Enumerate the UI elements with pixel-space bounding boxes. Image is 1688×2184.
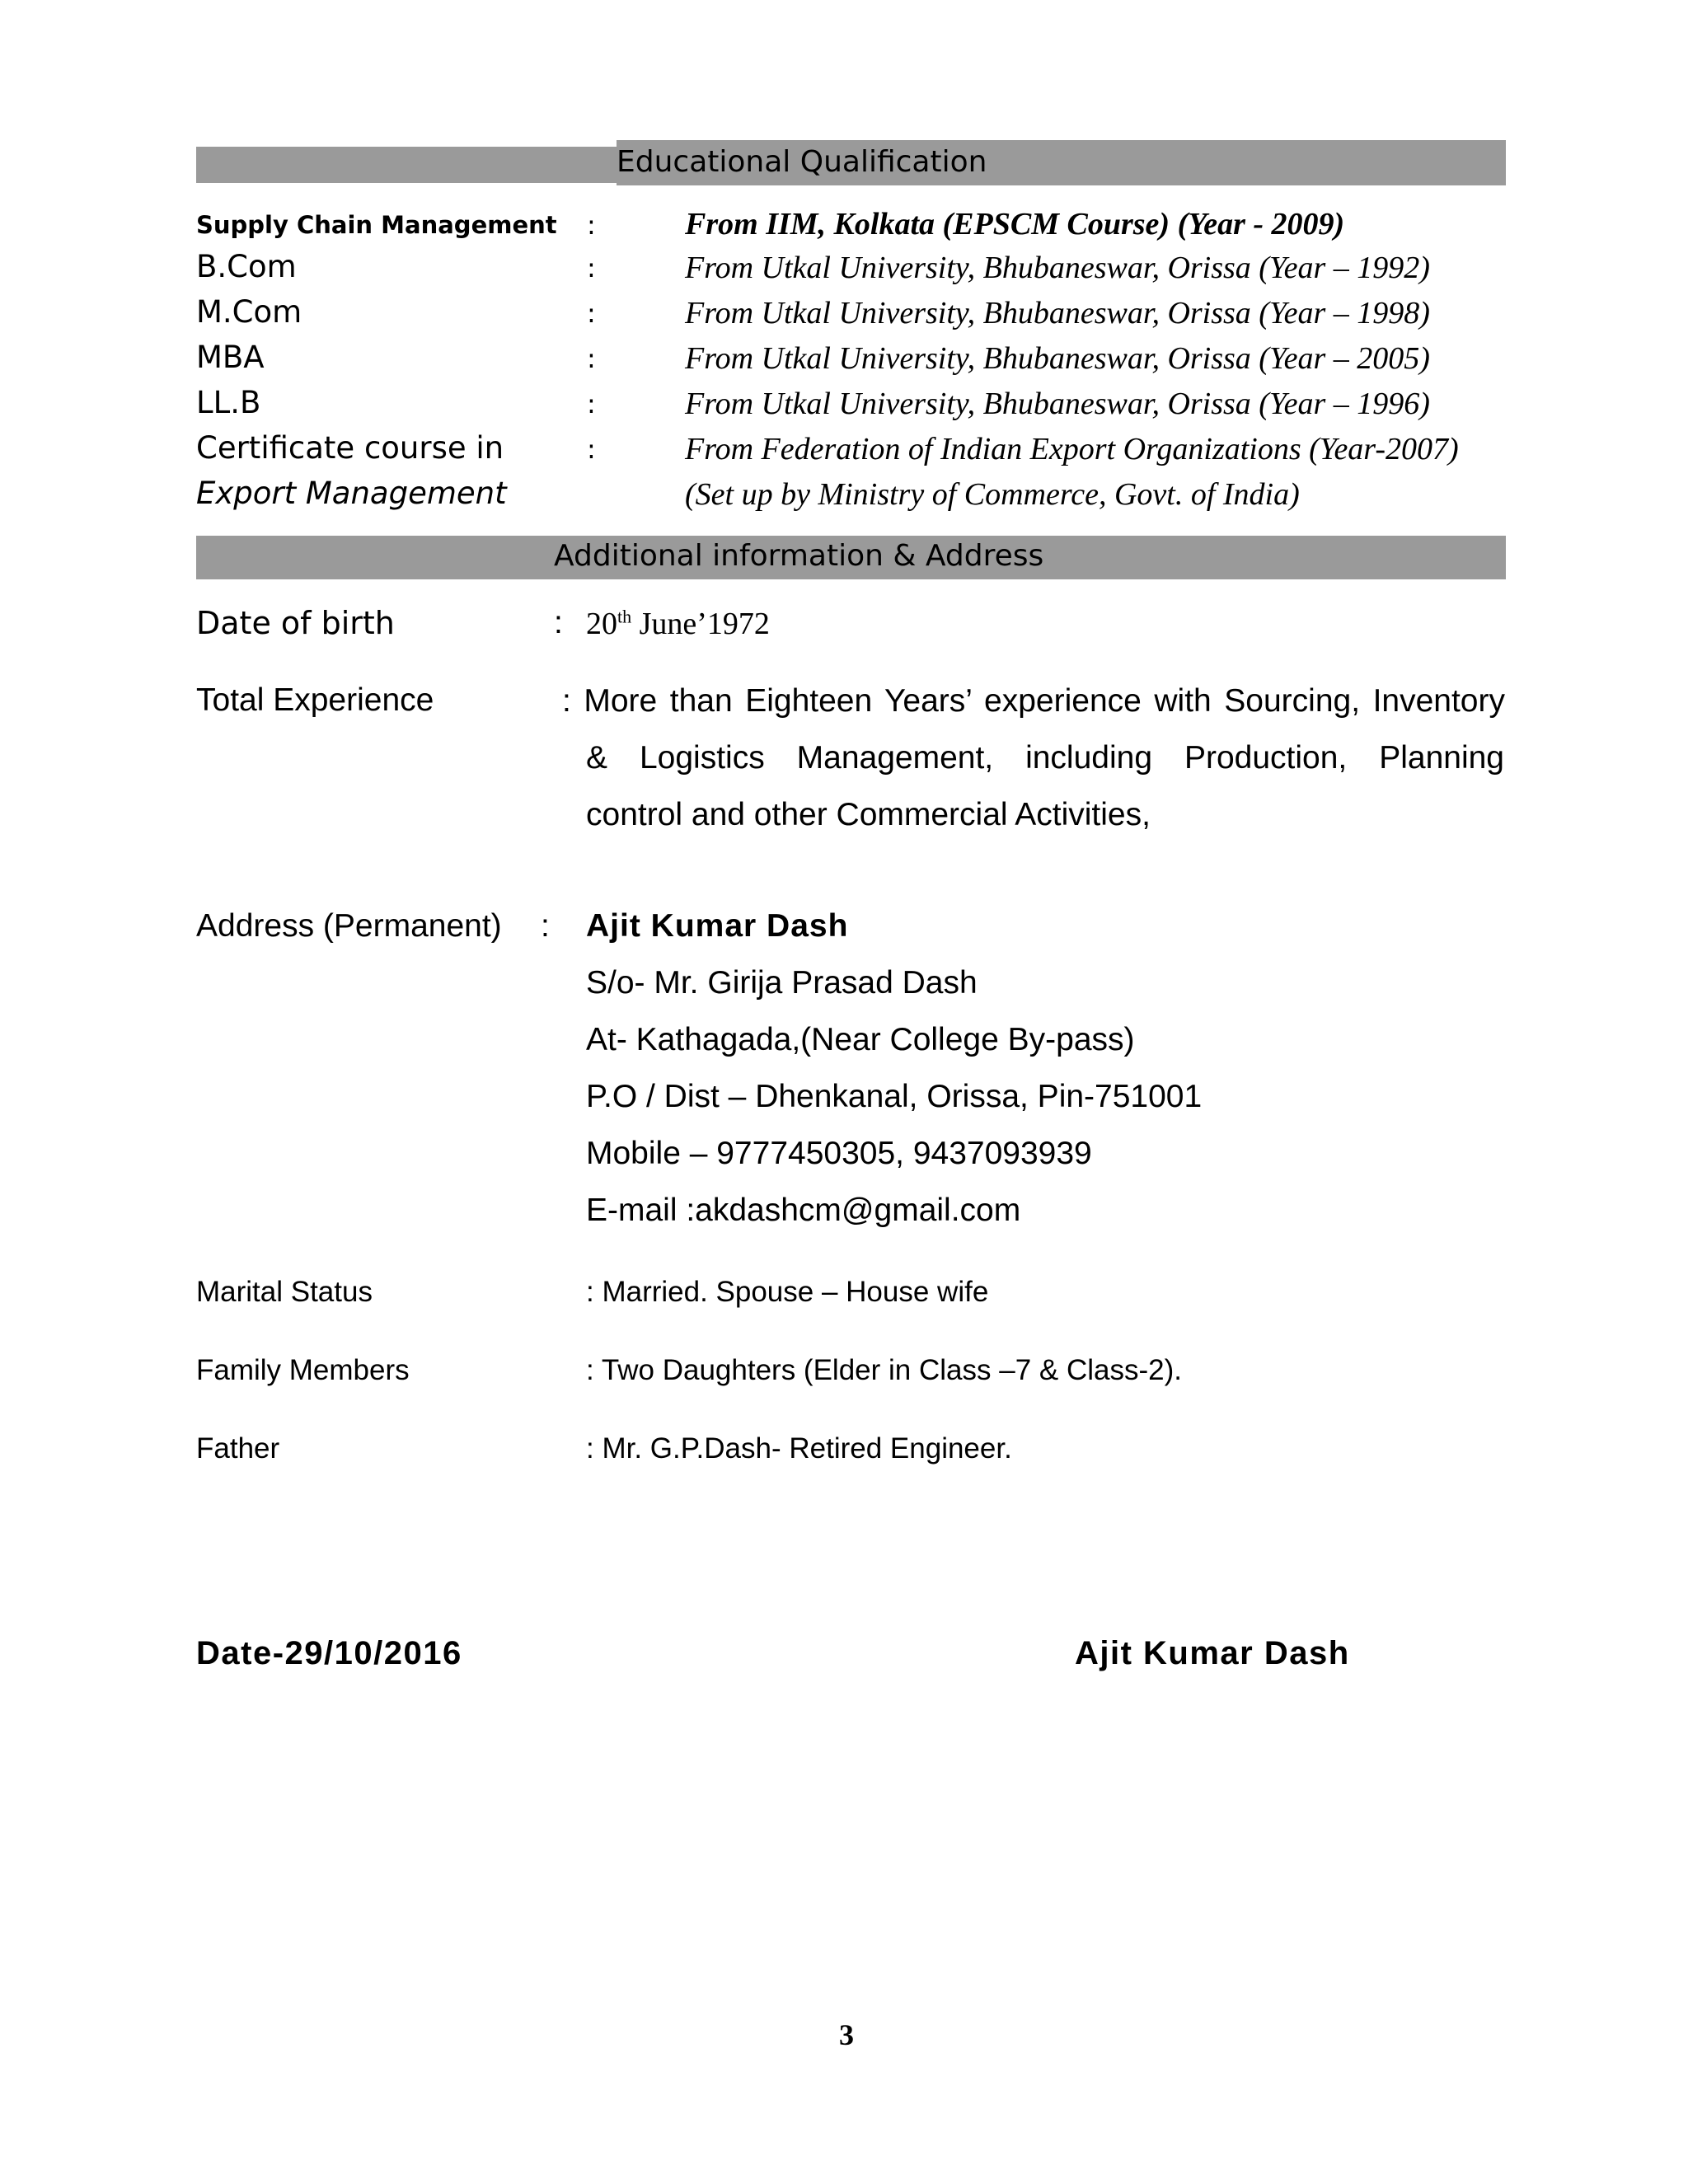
education-label: Supply Chain Management bbox=[196, 211, 557, 239]
page-number: 3 bbox=[839, 2018, 854, 2051]
education-label: Export Management bbox=[196, 476, 507, 511]
education-label: LL.B bbox=[196, 385, 261, 420]
education-colon: : bbox=[587, 209, 596, 241]
address-line: P.O / Dist – Dhenkanal, Orissa, Pin-751001 bbox=[586, 1079, 1203, 1114]
education-label: B.Com bbox=[196, 249, 297, 284]
marital-value: : Married. Spouse – House wife bbox=[586, 1276, 989, 1308]
address-email: E-mail :akdashcm@gmail.com bbox=[586, 1193, 1021, 1228]
experience-label: Total Experience bbox=[196, 682, 434, 718]
dob-suffix: th bbox=[617, 606, 632, 627]
father-label: Father bbox=[196, 1432, 280, 1465]
father-value: : Mr. G.P.Dash- Retired Engineer. bbox=[586, 1432, 1012, 1465]
education-value: From Utkal University, Bhubaneswar, Orissa (Year – 1996) bbox=[685, 387, 1430, 421]
education-colon: : bbox=[587, 252, 596, 284]
footer-signature: Ajit Kumar Dash bbox=[1075, 1635, 1350, 1671]
dob-label: Date of birth bbox=[196, 605, 395, 641]
dob-day: 20 bbox=[586, 607, 617, 641]
experience-line: control and other Commercial Activities, bbox=[586, 797, 1151, 832]
experience-text bbox=[562, 673, 1505, 729]
experience-line: : More than Eighteen Years’ experience with Sourcing, Inventory bbox=[562, 683, 1505, 719]
education-colon: : bbox=[587, 434, 596, 465]
address-colon: : bbox=[541, 908, 550, 944]
education-value: From Federation of Indian Export Organizations (Year-2007) bbox=[685, 432, 1459, 466]
dob-rest: June’1972 bbox=[631, 607, 770, 641]
address-label: Address (Permanent) bbox=[196, 908, 502, 944]
experience-text-cont bbox=[586, 729, 1504, 843]
dob-colon: : bbox=[554, 605, 563, 640]
education-header-bar bbox=[196, 147, 617, 183]
family-label: Family Members bbox=[196, 1354, 410, 1386]
education-colon: : bbox=[587, 343, 596, 374]
marital-label: Marital Status bbox=[196, 1276, 373, 1308]
address-name: Ajit Kumar Dash bbox=[586, 908, 849, 944]
education-value: From Utkal University, Bhubaneswar, Orissa (Year – 1998) bbox=[685, 296, 1430, 330]
experience-line: & Logistics Management, including Production, Planning bbox=[586, 740, 1504, 776]
education-value: (Set up by Ministry of Commerce, Govt. of India) bbox=[685, 477, 1300, 512]
education-value: From Utkal University, Bhubaneswar, Orissa (Year – 2005) bbox=[685, 341, 1430, 376]
education-label: M.Com bbox=[196, 294, 302, 330]
education-colon: : bbox=[587, 388, 596, 419]
address-line: Mobile – 9777450305, 9437093939 bbox=[586, 1136, 1092, 1171]
education-value: From IIM, Kolkata (EPSCM Course) (Year - 2009) bbox=[685, 207, 1345, 241]
dob-value bbox=[586, 606, 770, 642]
education-colon: : bbox=[587, 298, 596, 329]
additional-title: Additional information & Address bbox=[554, 539, 1044, 573]
footer-date: Date-29/10/2016 bbox=[196, 1635, 462, 1671]
address-line: At- Kathagada,(Near College By-pass) bbox=[586, 1022, 1135, 1057]
education-label: MBA bbox=[196, 340, 265, 375]
education-title: Educational Qualification bbox=[617, 145, 987, 179]
education-value: From Utkal University, Bhubaneswar, Orissa (Year – 1992) bbox=[685, 251, 1430, 285]
education-label: Certificate course in bbox=[196, 430, 504, 466]
address-line: S/o- Mr. Girija Prasad Dash bbox=[586, 965, 978, 1001]
family-value: : Two Daughters (Elder in Class –7 & Class-2). bbox=[586, 1354, 1182, 1386]
